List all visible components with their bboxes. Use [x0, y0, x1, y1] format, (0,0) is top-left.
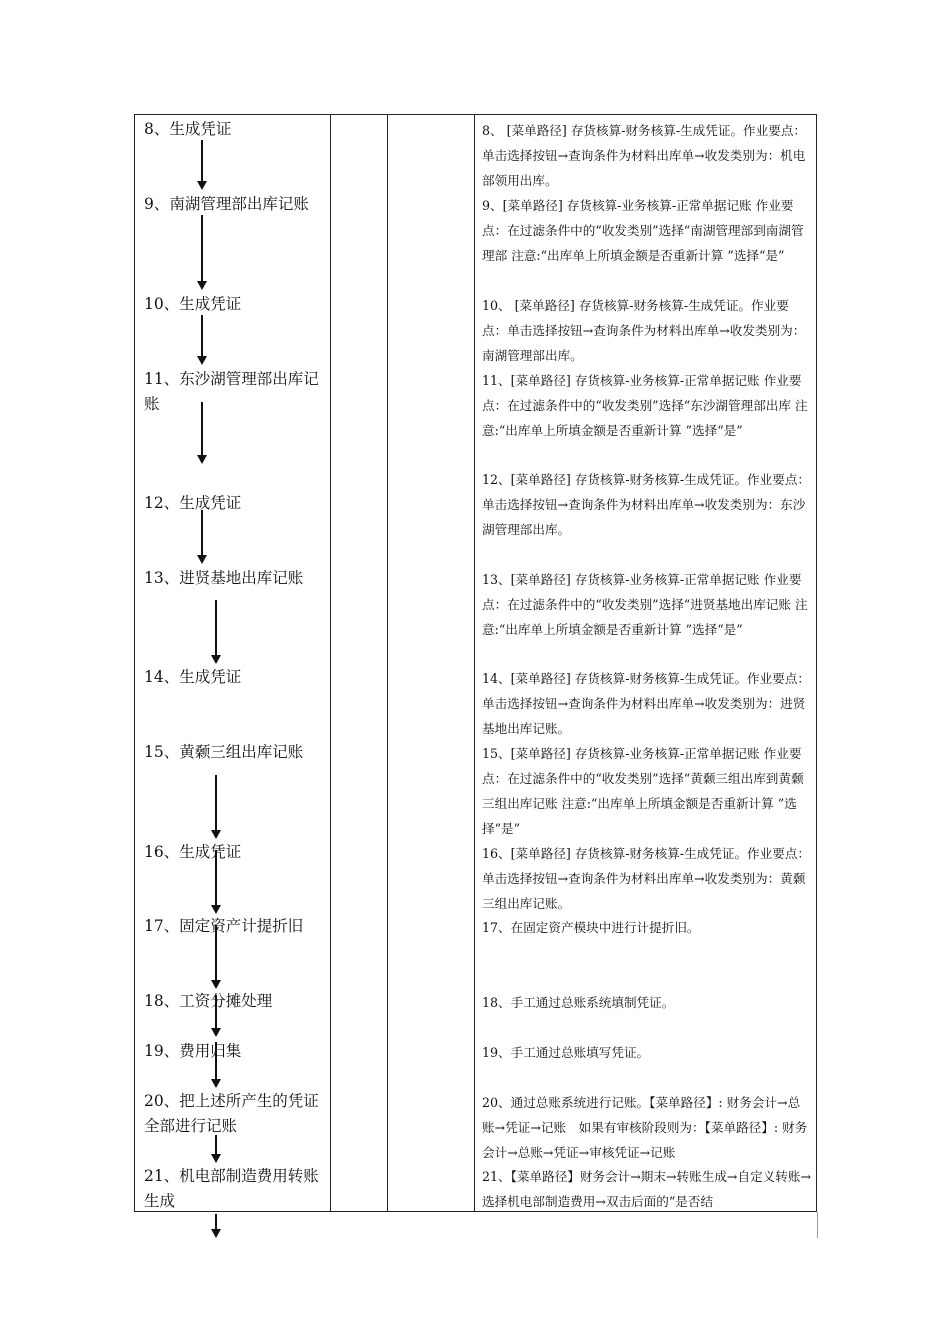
- step-item: 10、生成凭证: [144, 295, 242, 313]
- step-item: 12、生成凭证: [144, 494, 242, 512]
- step-item: 21、机电部制造费用转账生成: [144, 1167, 319, 1210]
- note-item: 15、[菜单路径] 存货核算-业务核算-正常单据记账 作业要点：在过滤条件中的“收发类别”选择“黄颡三组出库到黄颡三组出库记账 注意:“出库单上所填金额是否重新计算 ”选择“是”: [482, 746, 804, 836]
- note-item: 8、 [菜单路径] 存货核算-财务核算-生成凭证。作业要点：单击选择按钮→查询条件为材料出库单→收发类别为：机电部领用出库。: [482, 123, 807, 188]
- step-item: 14、生成凭证: [144, 668, 242, 686]
- flow-arrow: [215, 1135, 217, 1161]
- note-item: 12、[菜单路径] 存货核算-财务核算-生成凭证。作业要点：单击选择按钮→查询条件为材料出库单→收发类别为：东沙湖管理部出库。: [482, 472, 811, 537]
- column-divider-2: [387, 114, 388, 1212]
- step-item: 19、费用归集: [144, 1042, 242, 1060]
- note-item: 19、手工通过总账填写凭证。: [482, 1045, 650, 1060]
- note-item: 9、[菜单路径] 存货核算-业务核算-正常单据记账 作业要点：在过滤条件中的“收发类别”选择“南湖管理部到南湖管理部 注意:“出库单上所填金额是否重新计算 ”选择“是”: [482, 198, 804, 263]
- step-item: 9、南湖管理部出库记账: [144, 195, 309, 213]
- step-item: 16、生成凭证: [144, 843, 242, 861]
- step-item: 15、黄颡三组出库记账: [144, 743, 304, 761]
- note-item: 14、[菜单路径] 存货核算-财务核算-生成凭证。作业要点：单击选择按钮→查询条件为材料出库单→收发类别为：进贤基地出库记账。: [482, 671, 811, 736]
- flow-arrow: [201, 510, 203, 562]
- flow-arrow: [201, 215, 203, 288]
- note-item: 20、通过总账系统进行记账。【菜单路径】: 财务会计→总账→凭证→记账 如果有审核阶段则为：【菜单路径】: 财务会计→总账→凭证→审核凭证→记账: [482, 1095, 808, 1160]
- column-divider-3: [474, 114, 475, 1212]
- step-item: 17、固定资产计提折旧: [144, 917, 304, 935]
- note-item: 10、 [菜单路径] 存货核算-财务核算-生成凭证。作业要点：单击选择按钮→查询条件为材料出库单→收发类别为：南湖管理部出库。: [482, 298, 806, 363]
- step-item: 8、生成凭证: [144, 120, 232, 138]
- flow-arrow: [215, 600, 217, 662]
- flow-arrow: [215, 1214, 217, 1236]
- step-item: 18、工资分摊处理: [144, 992, 273, 1010]
- note-item: 18、手工通过总账系统填制凭证。: [482, 995, 675, 1010]
- note-item: 13、[菜单路径] 存货核算-业务核算-正常单据记账 作业要点：在过滤条件中的“收发类别”选择“进贤基地出库记账 注意:“出库单上所填金额是否重新计算 ”选择“是”: [482, 572, 808, 637]
- flow-arrow: [201, 140, 203, 188]
- step-item: 20、把上述所产生的凭证全部进行记账: [144, 1092, 319, 1135]
- table-continuation-line: [817, 1212, 818, 1238]
- column-divider-1: [330, 114, 331, 1212]
- note-item: 11、[菜单路径] 存货核算-业务核算-正常单据记账 作业要点：在过滤条件中的“收发类别”选择“东沙湖管理部出库 注意:“出库单上所填金额是否重新计算 ”选择“是”: [482, 373, 808, 438]
- flow-arrow: [201, 402, 203, 462]
- note-item: 17、在固定资产模块中进行计提折旧。: [482, 920, 700, 935]
- flow-arrow: [215, 850, 217, 912]
- flow-arrow: [215, 775, 217, 837]
- step-item: 13、进贤基地出库记账: [144, 569, 304, 587]
- flow-arrow: [215, 1042, 217, 1086]
- flow-arrow: [201, 315, 203, 363]
- flow-arrow: [215, 995, 217, 1035]
- note-item: 21、【菜单路径】财务会计→期末→转账生成→自定义转账→选择机电部制造费用→双击后面的“是否结: [482, 1169, 811, 1209]
- note-item: 16、[菜单路径] 存货核算-财务核算-生成凭证。作业要点：单击选择按钮→查询条件为材料出库单→收发类别为：黄颡三组出库记账。: [482, 846, 811, 911]
- flow-arrow: [215, 925, 217, 987]
- step-item: 11、东沙湖管理部出库记账: [144, 370, 319, 413]
